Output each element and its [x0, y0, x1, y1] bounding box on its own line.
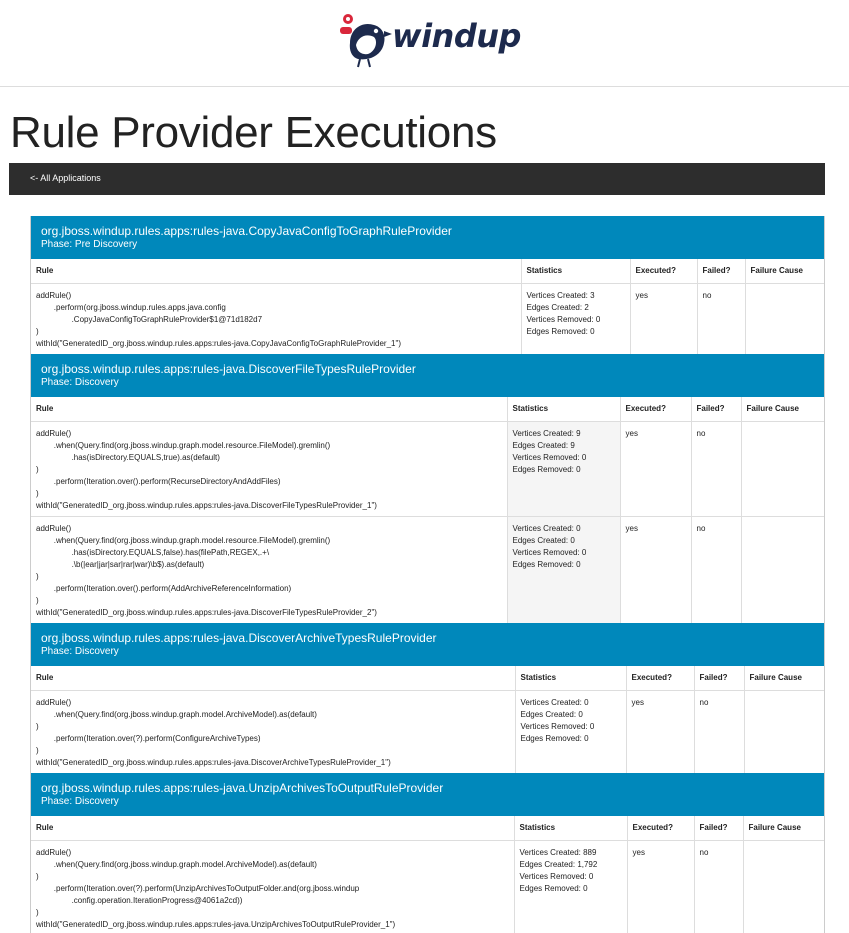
provider-name: org.jboss.windup.rules.apps:rules-java.DiscoverFileTypesRuleProvider	[41, 362, 416, 376]
provider-header	[31, 773, 824, 816]
statistics-cell	[521, 283, 630, 354]
failure-cause-column-header: Failure Cause	[744, 666, 825, 690]
stat-vertices-removed: Vertices Removed: 0	[512, 452, 587, 462]
code-line: )	[36, 488, 39, 498]
page-title: Rule Provider Executions	[10, 108, 497, 157]
rules-table	[31, 397, 825, 623]
table-header-row	[31, 259, 825, 283]
executed-cell: yes	[630, 283, 697, 354]
code-line: .when(Query.find(org.jboss.windup.graph.model.resource.FileModel).gremlin()	[36, 535, 331, 545]
code-line: addRule()	[36, 428, 72, 438]
code-line: )	[36, 721, 39, 731]
provider-section	[31, 354, 824, 623]
stat-edges-removed: Edges Removed: 0	[512, 559, 581, 569]
provider-header	[31, 216, 824, 259]
stat-edges-removed: Edges Removed: 0	[520, 733, 589, 743]
table-row	[31, 421, 825, 516]
code-line: .\b(|ear|jar|sar|rar|war)\b$).as(default)	[36, 559, 205, 569]
stat-vertices-created: Vertices Created: 889	[519, 847, 597, 857]
code-line: withId("GeneratedID_org.jboss.windup.rules.apps:rules-java.UnzipArchivesToOutputRuleProvider_1")	[36, 919, 396, 929]
provider-section	[31, 623, 824, 773]
failed-column-header: Failed?	[694, 666, 744, 690]
code-line: .perform(Iteration.over().perform(AddArchiveReferenceInformation)	[36, 583, 292, 593]
code-line: withId("GeneratedID_org.jboss.windup.rules.apps:rules-java.DiscoverArchiveTypesRuleProvider_1")	[36, 757, 391, 767]
failed-column-header: Failed?	[694, 816, 743, 840]
provider-header	[31, 623, 824, 666]
stat-vertices-created: Vertices Created: 9	[512, 428, 581, 438]
rule-column-header: Rule	[31, 666, 515, 690]
code-line: addRule()	[36, 847, 72, 857]
code-line: withId("GeneratedID_org.jboss.windup.rules.apps:rules-java.CopyJavaConfigToGraphRuleProvider_1")	[36, 338, 401, 348]
rule-column-header: Rule	[31, 397, 507, 421]
executed-cell: yes	[620, 421, 691, 516]
stat-edges-created: Edges Created: 0	[512, 535, 575, 545]
code-line: )	[36, 871, 39, 881]
code-line: addRule()	[36, 523, 72, 533]
stat-vertices-created: Vertices Created: 0	[520, 697, 589, 707]
code-line: )	[36, 571, 39, 581]
statistics-cell	[507, 421, 620, 516]
code-line: addRule()	[36, 697, 72, 707]
executed-column-header: Executed?	[620, 397, 691, 421]
code-line: )	[36, 595, 39, 605]
code-line: .perform(Iteration.over(?).perform(UnzipArchivesToOutputFolder.and(org.jboss.windup	[36, 883, 360, 893]
rules-table	[31, 666, 825, 773]
code-line: .perform(Iteration.over().perform(RecurseDirectoryAndAddFiles)	[36, 476, 281, 486]
failed-cell: no	[694, 690, 744, 773]
stat-edges-created: Edges Created: 9	[512, 440, 575, 450]
bird-icon	[336, 7, 398, 69]
statistics-column-header: Statistics	[515, 666, 626, 690]
failure-cause-cell	[743, 840, 825, 933]
provider-section	[31, 773, 824, 933]
code-line: .CopyJavaConfigToGraphRuleProvider$1@71d182d7	[36, 314, 263, 324]
table-header-row	[31, 816, 825, 840]
table-row	[31, 283, 825, 354]
executed-cell: yes	[627, 840, 694, 933]
provider-phase: Phase: Discovery	[41, 377, 119, 388]
rule-column-header: Rule	[31, 816, 514, 840]
code-line: .perform(org.jboss.windup.rules.apps.java.config	[36, 302, 226, 312]
windup-logo[interactable]	[336, 7, 521, 69]
executed-cell: yes	[626, 690, 694, 773]
rule-code-cell	[31, 283, 521, 354]
failed-cell: no	[694, 840, 743, 933]
stat-edges-removed: Edges Removed: 0	[512, 464, 581, 474]
provider-name: org.jboss.windup.rules.apps:rules-java.UnzipArchivesToOutputRuleProvider	[41, 781, 444, 795]
code-line: )	[36, 745, 39, 755]
stat-edges-created: Edges Created: 0	[520, 709, 583, 719]
code-line: .when(Query.find(org.jboss.windup.graph.model.ArchiveModel).as(default)	[36, 859, 317, 869]
provider-phase: Phase: Pre Discovery	[41, 239, 138, 250]
code-line: withId("GeneratedID_org.jboss.windup.rules.apps:rules-java.DiscoverFileTypesRuleProvider_2")	[36, 607, 377, 617]
code-line: withId("GeneratedID_org.jboss.windup.rules.apps:rules-java.DiscoverFileTypesRuleProvider_1")	[36, 500, 377, 510]
stat-edges-removed: Edges Removed: 0	[526, 326, 595, 336]
statistics-cell	[515, 690, 626, 773]
code-line: addRule()	[36, 290, 72, 300]
code-line: .has(isDirectory.EQUALS,true).as(default)	[36, 452, 220, 462]
table-row	[31, 690, 825, 773]
statistics-cell	[507, 516, 620, 623]
failure-cause-cell	[741, 421, 825, 516]
rule-code-cell	[31, 421, 507, 516]
rule-code-cell	[31, 840, 514, 933]
provider-name: org.jboss.windup.rules.apps:rules-java.DiscoverArchiveTypesRuleProvider	[41, 631, 437, 645]
failure-cause-cell	[745, 283, 825, 354]
executed-column-header: Executed?	[630, 259, 697, 283]
code-line: .config.operation.IterationProgress@4061a2cd))	[36, 895, 243, 905]
code-line: )	[36, 907, 39, 917]
code-line: .has(isDirectory.EQUALS,false).has(filePath,REGEX,.+\	[36, 547, 270, 557]
navigation-bar	[9, 163, 825, 195]
statistics-cell	[514, 840, 627, 933]
failed-column-header: Failed?	[691, 397, 741, 421]
stat-vertices-removed: Vertices Removed: 0	[519, 871, 594, 881]
failure-cause-cell	[744, 690, 825, 773]
executed-column-header: Executed?	[627, 816, 694, 840]
code-line: .when(Query.find(org.jboss.windup.graph.model.resource.FileModel).gremlin()	[36, 440, 331, 450]
rule-code-cell	[31, 516, 507, 623]
stat-edges-removed: Edges Removed: 0	[519, 883, 588, 893]
failure-cause-cell	[741, 516, 825, 623]
stat-vertices-created: Vertices Created: 0	[512, 523, 581, 533]
table-header-row	[31, 397, 825, 421]
statistics-column-header: Statistics	[507, 397, 620, 421]
rules-table	[31, 259, 825, 354]
code-line: )	[36, 326, 39, 336]
executed-cell: yes	[620, 516, 691, 623]
rules-table	[31, 816, 825, 933]
table-row	[31, 516, 825, 623]
rule-code-cell	[31, 690, 515, 773]
executed-column-header: Executed?	[626, 666, 694, 690]
failed-cell: no	[697, 283, 745, 354]
failed-cell: no	[691, 516, 741, 623]
failure-cause-column-header: Failure Cause	[743, 816, 825, 840]
provider-header	[31, 354, 824, 397]
all-applications-link[interactable]: <- All Applications	[30, 173, 101, 183]
code-line: .when(Query.find(org.jboss.windup.graph.model.ArchiveModel).as(default)	[36, 709, 317, 719]
stat-vertices-removed: Vertices Removed: 0	[526, 314, 601, 324]
provider-phase: Phase: Discovery	[41, 646, 119, 657]
table-row	[31, 840, 825, 933]
failed-cell: no	[691, 421, 741, 516]
providers-list	[30, 216, 825, 933]
provider-phase: Phase: Discovery	[41, 796, 119, 807]
provider-section	[31, 216, 824, 354]
table-header-row	[31, 666, 825, 690]
statistics-column-header: Statistics	[521, 259, 630, 283]
failure-cause-column-header: Failure Cause	[745, 259, 825, 283]
provider-name: org.jboss.windup.rules.apps:rules-java.CopyJavaConfigToGraphRuleProvider	[41, 224, 452, 238]
stat-edges-created: Edges Created: 1,792	[519, 859, 598, 869]
statistics-column-header: Statistics	[514, 816, 627, 840]
stat-edges-created: Edges Created: 2	[526, 302, 589, 312]
stat-vertices-created: Vertices Created: 3	[526, 290, 595, 300]
logo-wordmark: windup	[392, 17, 521, 55]
failed-column-header: Failed?	[697, 259, 745, 283]
failure-cause-column-header: Failure Cause	[741, 397, 825, 421]
code-line: )	[36, 464, 39, 474]
top-header	[0, 0, 849, 87]
stat-vertices-removed: Vertices Removed: 0	[512, 547, 587, 557]
rule-column-header: Rule	[31, 259, 521, 283]
stat-vertices-removed: Vertices Removed: 0	[520, 721, 595, 731]
code-line: .perform(Iteration.over(?).perform(ConfigureArchiveTypes)	[36, 733, 261, 743]
